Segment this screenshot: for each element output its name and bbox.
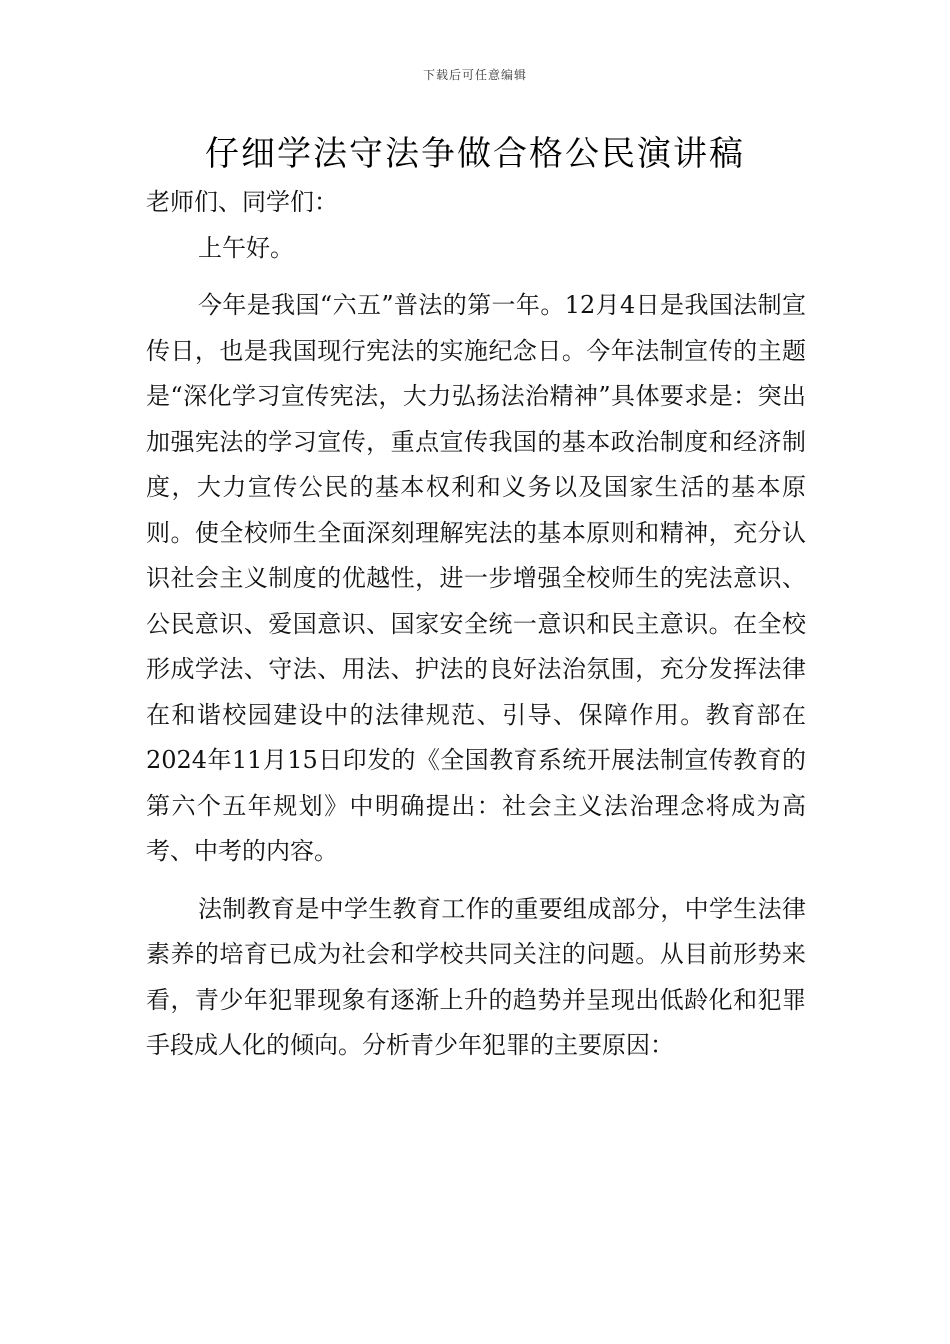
header-note: 下载后可任意编辑 — [422, 68, 527, 82]
paragraph-legal-education: 法制教育是中学生教育工作的重要组成部分，中学生法律素养的培育已成为社会和学校共同关注的问题。从目前形势来看，青少年犯罪现象有逐渐上升的趋势并呈现出低龄化和犯罪手段成人化的倾向。分析青少年犯罪的主要原因： — [146, 894, 806, 1059]
salutation: 老师们、同学们： — [146, 188, 338, 216]
document-title: 仔细学法守法争做合格公民演讲稿 — [205, 134, 745, 174]
document-body — [146, 180, 806, 1069]
paragraph-law-day: 今年是我国“六五”普法的第一年。12月4日是我国法制宣传日，也是我国现行宪法的实施纪念日。今年法制宣传的主题是“深化学习宣传宪法，大力弘扬法治精神”具体要求是：突出加强宪法的学习宣传，重点宣传我国的基本政治制度和经济制度，大力宣传公民的基本权利和义务以及国家生活的基本原则。使全校师生全面深刻理解宪法的基本原则和精神，充分认识社会主义制度的优越性，进一步增强全校师生的宪法意识、公民意识、爱国意识、国家安全统一意识和民主意识。在全校形成学法、守法、用法、护法的良好法治氛围，充分发挥法律在和谐校园建设中的法律规范、引导、保障作用。教育部在2024年11月15日印发的《全国教育系统开展法制宣传教育的第六个五年规划》中明确提出：社会主义法治理念将成为高考、中考的内容。 — [146, 291, 806, 865]
paragraph-greeting: 上午好。 — [198, 233, 294, 262]
